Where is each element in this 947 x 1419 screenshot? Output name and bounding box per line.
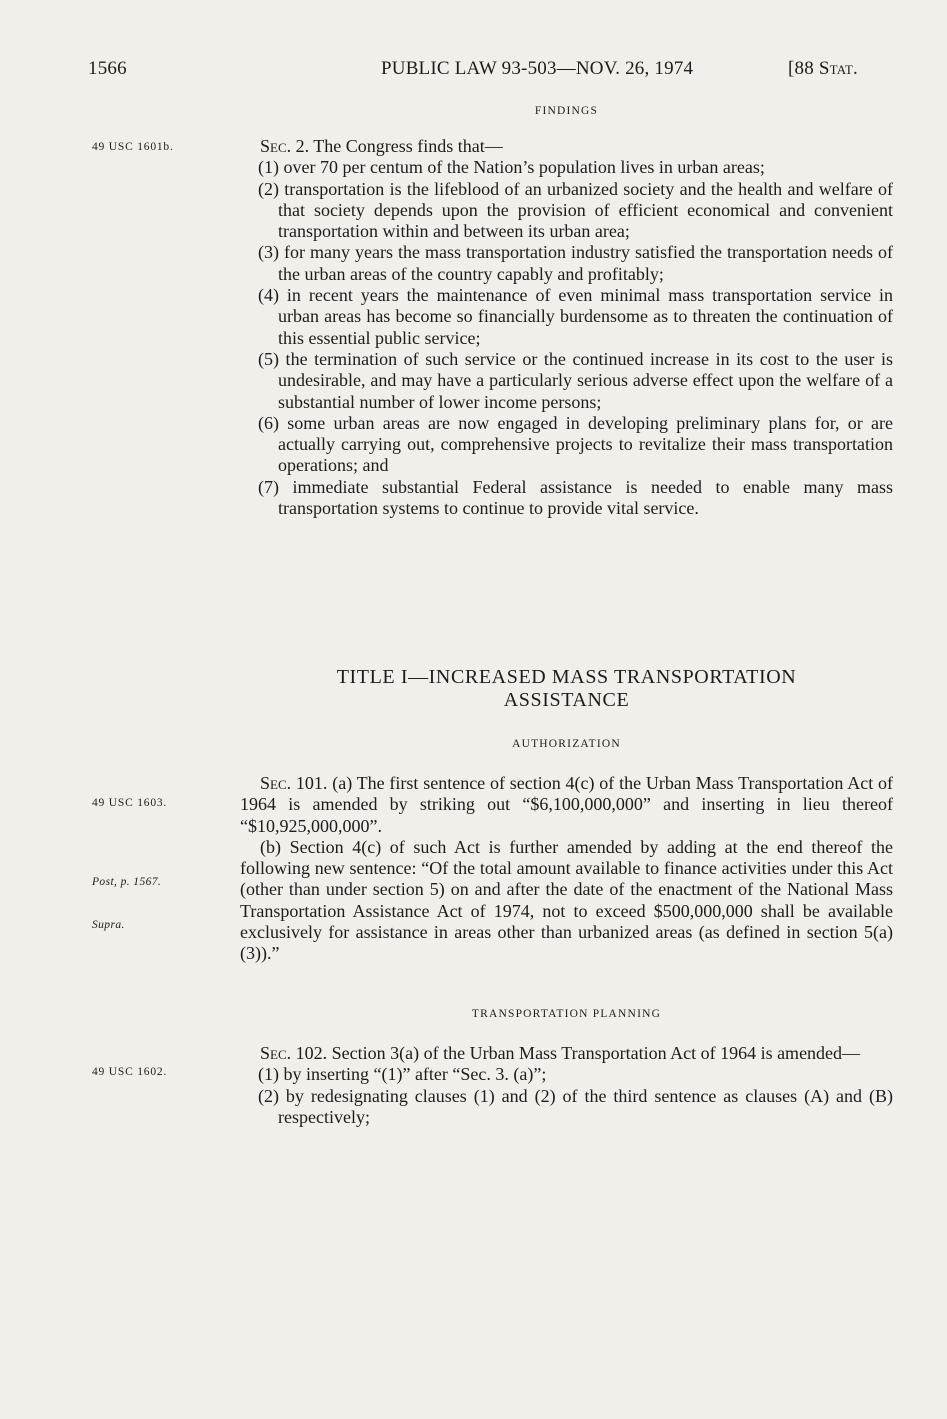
findings-heading: FINDINGS (534, 105, 599, 117)
planning-section (240, 1043, 893, 1128)
findings-intro: Sec. 2. The Congress finds that— (260, 136, 503, 156)
finding-item-4: (4) in recent years the maintenance of even minimal mass transportation service in urban areas has become so financially burdensome as to threaten the continuation of this essential public service; (258, 285, 893, 348)
findings-section (240, 136, 893, 519)
finding-item-5: (5) the termination of such service or the continued increase in its cost to the user is undesirable, and may have a particularly serious adverse effect upon the welfare of a substantial number of lower income persons; (258, 348, 893, 412)
running-title: PUBLIC LAW 93-503—NOV. 26, 1974 (381, 58, 694, 79)
finding-item-7: (7) immediate substantial Federal assistance is needed to enable many mass transportation systems to continue to provide vital service. (258, 476, 893, 519)
margin-note-1601b: 49 USC 1601b. (92, 141, 174, 153)
title-one-heading: TITLE I—INCREASED MASS TRANSPORTATION ASSISTANCE (336, 666, 797, 711)
margin-note-1602: 49 USC 1602. (92, 1066, 168, 1078)
margin-note-1603: 49 USC 1603. (92, 797, 168, 809)
sec-101-a: Sec. 101. (a) The first sentence of section 4(c) of the Urban Mass Transportation Act of 1964 is amended by striking out “$6,100,000,000” and inserting in lieu thereof “$10,925,000,000”. (240, 773, 893, 836)
sec-102-item-2: (2) by redesignating clauses (1) and (2) of the third sentence as clauses (A) and (B) respectively; (258, 1085, 893, 1127)
sec-102-intro: Sec. 102. Section 3(a) of the Urban Mass Transportation Act of 1964 is amended— (260, 1043, 861, 1063)
finding-item-2: (2) transportation is the lifeblood of an urbanized society and the health and welfare of that society depends upon the provision of efficient economical and convenient transportation within and between its urban area; (258, 178, 893, 242)
volume-reference: [88 Stat. (788, 58, 858, 79)
authorization-section (240, 773, 893, 965)
authorization-heading: AUTHORIZATION (512, 738, 621, 750)
finding-item-1: (1) over 70 per centum of the Nation’s population lives in urban areas; (258, 157, 765, 178)
page-number: 1566 (88, 58, 127, 79)
sec-102-item-1: (1) by inserting “(1)” after “Sec. 3. (a)”; (258, 1064, 547, 1085)
planning-heading: TRANSPORTATION PLANNING (471, 1008, 662, 1020)
finding-item-3: (3) for many years the mass transportation industry satisfied the transportation needs of the urban areas of the country capably and profitably; (258, 242, 893, 284)
margin-note-supra: Supra. (92, 919, 125, 931)
margin-note-post-1567: Post, p. 1567. (92, 876, 162, 888)
sec-101-b: (b) Section 4(c) of such Act is further amended by adding at the end thereof the following new sentence: “Of the total amount available to finance activities under this Act (other than under section 5) on and after the date of the enactment of the National Mass Transportation Assistance Act of 1974, not to exceed $500,000,000 shall be available exclusively for assistance in areas other than urbanized areas (as defined in section 5(a)(3)).” (240, 836, 893, 964)
finding-item-6: (6) some urban areas are now engaged in developing preliminary plans for, or are actually carrying out, comprehensive projects to revitalize their mass transportation operations; and (258, 412, 893, 476)
